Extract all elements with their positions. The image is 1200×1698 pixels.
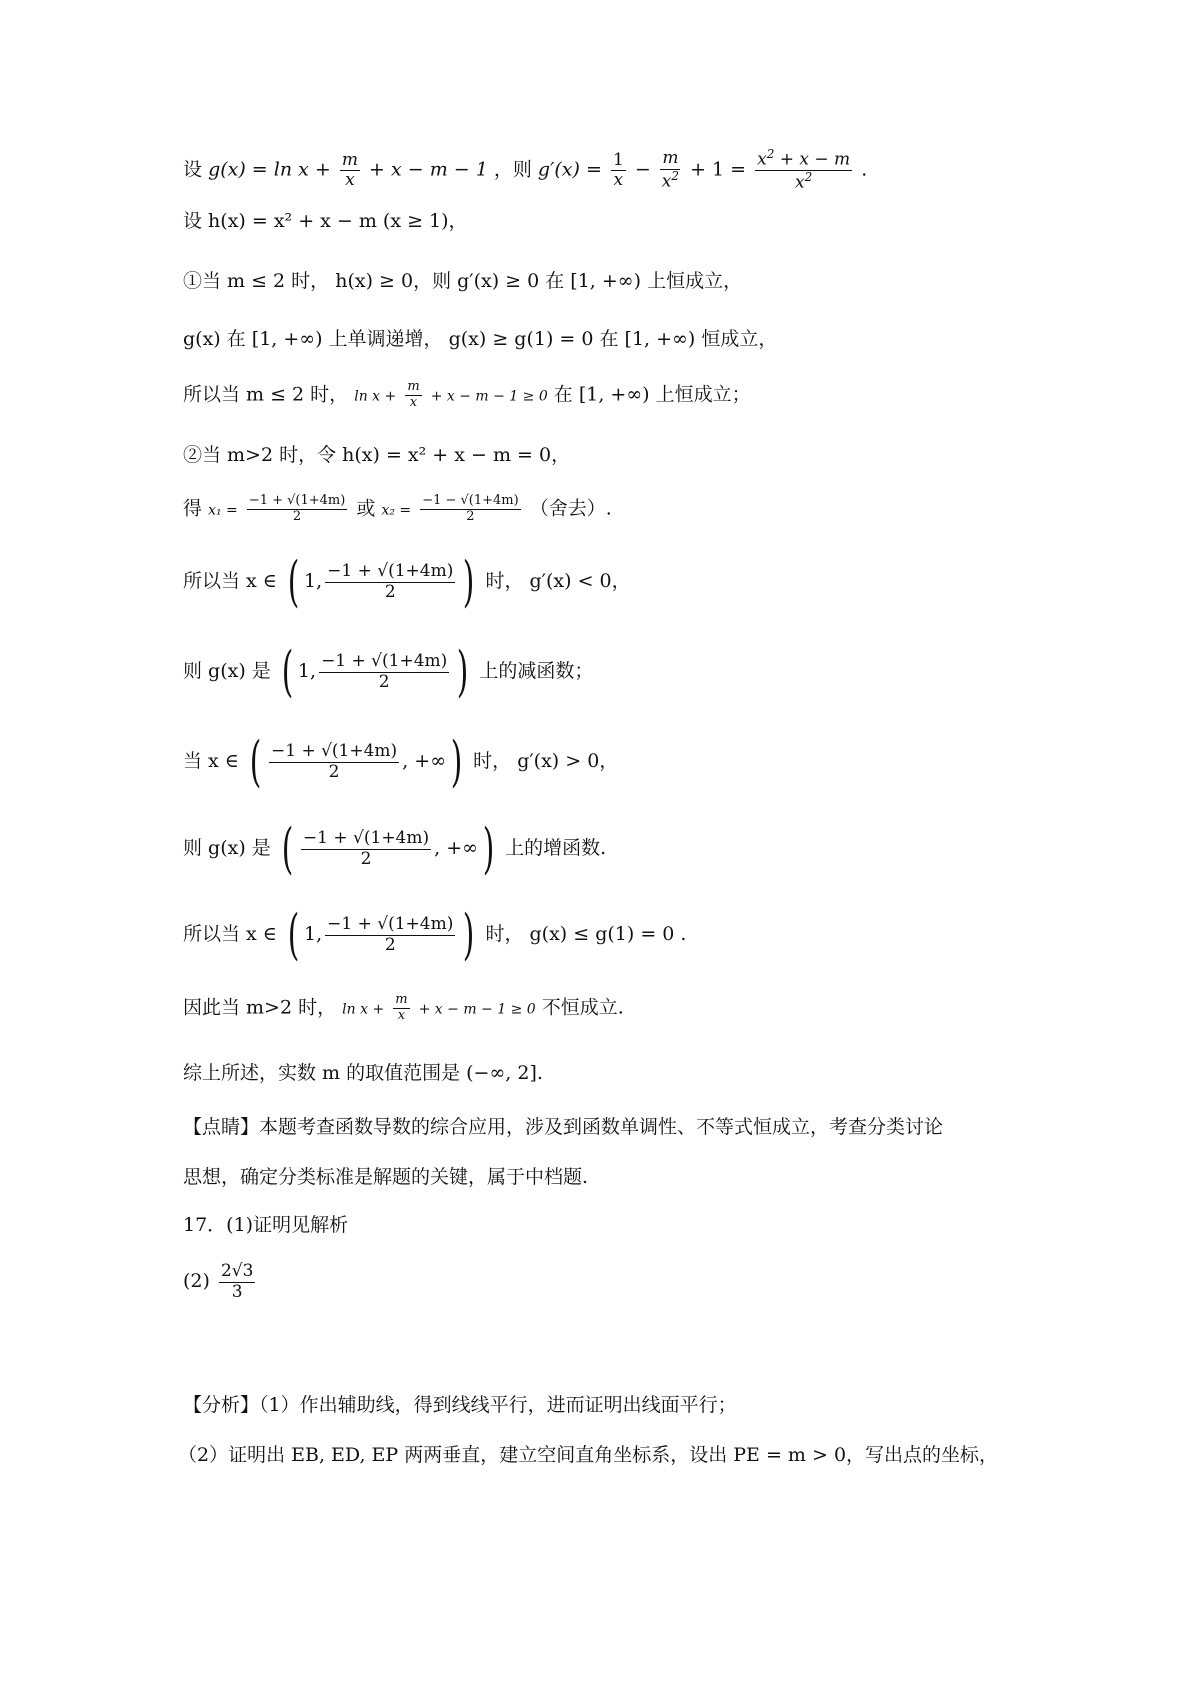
- right-paren: ): [482, 817, 495, 880]
- line-roots: [183, 494, 612, 525]
- text-suffix: 时， g′(x) > 0，: [473, 750, 619, 772]
- line-analysis-2: （2）证明出 EB, ED, EP 两两垂直，建立空间直角坐标系，设出 PE = m > 0，写出点的坐标，: [178, 1444, 999, 1466]
- then-text: ，则: [493, 158, 532, 181]
- g-prime-lhs: g′(x) =: [537, 158, 602, 181]
- interval-left: 1,: [297, 660, 317, 682]
- fraction-m-over-x2: $\frac{m}{x^2}$: [661, 148, 680, 192]
- line-conclusion-case-1: [183, 380, 751, 411]
- fraction-1-over-x: $\frac{1}{x}$: [612, 149, 624, 191]
- text-prefix: 设: [183, 158, 203, 181]
- fraction-m-over-x-small: $\frac{m}{x}$: [407, 379, 420, 410]
- interval-right: , +∞: [402, 750, 447, 772]
- line-monotonic-increase: g(x) 在 [1, +∞) 上单调递增， g(x) ≥ g(1) = 0 在 [1, +∞) 恒成立，: [183, 328, 778, 350]
- text-prefix: 则 g(x) 是: [183, 660, 271, 682]
- part-label: (2): [183, 1270, 210, 1293]
- line-case-2: ②当 m>2 时，令 h(x) = x² + x − m = 0，: [183, 444, 571, 466]
- left-paren: (: [287, 903, 300, 966]
- text-suffix: 上的减函数；: [479, 660, 594, 682]
- text-suffix: 在 [1, +∞) 上恒成立；: [553, 383, 751, 406]
- text-prefix: 则 g(x) 是: [183, 837, 271, 859]
- comment-text: 本题考查函数导数的综合应用，涉及到函数单调性、不等式恒成立，考查分类讨论: [259, 1116, 944, 1138]
- analysis-text: （1）作出辅助线，得到线线平行，进而证明出线面平行；: [259, 1394, 737, 1416]
- root-fraction: $\frac{-1 + √(1+4m)}{2}$: [327, 560, 454, 602]
- fraction-m-over-x-small: $\frac{m}{x}$: [395, 992, 408, 1023]
- line-g-nonpositive: [183, 903, 687, 966]
- line-q17-part1: 17．(1)证明见解析: [183, 1214, 349, 1236]
- g-definition-formula: g(x) = ln x +: [208, 158, 331, 181]
- line-analysis-1: [183, 1396, 737, 1415]
- left-paren: (: [281, 640, 294, 703]
- text-suffix: 时， g′(x) < 0，: [485, 570, 631, 592]
- fraction-numerator-over-x2: $\frac{x^2 + x - m}{x^2}$: [757, 147, 851, 193]
- interval-left: 1,: [303, 570, 323, 592]
- interval-left: 1,: [303, 923, 323, 945]
- or-text: 或: [356, 497, 376, 520]
- line-decreasing-interval: [183, 550, 631, 613]
- line-comment-2: 思想，确定分类标准是解题的关键，属于中档题.: [183, 1166, 589, 1188]
- interval-right: , +∞: [434, 837, 478, 859]
- line-increasing-function: [183, 817, 607, 880]
- formula-tail: + x − m − 1: [369, 158, 488, 181]
- text-suffix: 时， g(x) ≤ g(1) = 0 .: [485, 923, 687, 945]
- text-prefix: 所以当 x ∈: [183, 923, 277, 945]
- fraction-m-over-x: $\frac{m}{x}$: [341, 149, 358, 191]
- line-conclusion-case-2: [183, 993, 624, 1024]
- analysis-tag: 【分析】: [183, 1394, 260, 1416]
- text-suffix: 上的增函数.: [505, 837, 607, 859]
- line-final-range: 综上所述，实数 m 的取值范围是 (−∞, 2].: [183, 1062, 543, 1084]
- root-fraction: $\frac{-1 + √(1+4m)}{2}$: [302, 827, 430, 869]
- line-increasing-interval: [183, 730, 619, 793]
- comment-tag: 【点睛】: [183, 1116, 260, 1138]
- right-paren: ): [450, 730, 463, 793]
- root-x1-fraction: $\frac{-1 + √(1+4m)}{2}$: [248, 493, 346, 524]
- x1-label: x₁ =: [208, 502, 238, 519]
- line-h-definition: 设 h(x) = x² + x − m (x ≥ 1)，: [183, 210, 468, 232]
- root-fraction: $\frac{-1 + √(1+4m)}{2}$: [327, 913, 454, 955]
- inequality-small: ln x +: [354, 388, 397, 405]
- text-suffix: （舍去）.: [529, 497, 612, 520]
- text-prefix: 所以当 x ∈: [183, 570, 277, 592]
- line-g-definition: 设 g(x) = ln x + $\frac{m}{x}$ + x − m − 1 ，则 g′(x) = $\frac{1}{x}$ − $\frac{m}{x^2}$ + 1 = $\frac{x^2 + x - m}{x^2}$ .: [183, 147, 868, 193]
- line-decreasing-function: [183, 640, 594, 703]
- right-paren: ): [457, 640, 469, 703]
- inequality-tail-small: + x − m − 1 ≥ 0: [430, 388, 548, 405]
- inequality-tail-small: + x − m − 1 ≥ 0: [418, 1001, 536, 1018]
- line-q17-part2: [183, 1262, 258, 1302]
- inequality-small: ln x +: [342, 1001, 385, 1018]
- text-prefix: 因此当 m>2 时，: [183, 996, 337, 1019]
- text-suffix: 不恒成立.: [541, 996, 624, 1019]
- left-paren: (: [249, 730, 262, 793]
- left-paren: (: [281, 817, 294, 880]
- root-fraction: $\frac{-1 + √(1+4m)}{2}$: [321, 650, 448, 692]
- right-paren: ): [463, 903, 475, 966]
- text-prefix: 所以当 m ≤ 2 时，: [183, 383, 349, 406]
- left-paren: (: [287, 550, 300, 613]
- x2-label: x₂ =: [381, 502, 412, 519]
- answer-fraction: $\frac{2√3}{3}$: [220, 1261, 254, 1302]
- right-paren: ): [463, 550, 475, 613]
- root-x2-fraction: $\frac{-1 - √(1+4m)}{2}$: [422, 493, 519, 524]
- line-comment-1: [183, 1118, 943, 1137]
- period: .: [861, 158, 868, 181]
- text-prefix: 当 x ∈: [183, 750, 239, 772]
- line-case-1: ①当 m ≤ 2 时， h(x) ≥ 0，则 g′(x) ≥ 0 在 [1, +∞) 上恒成立，: [183, 270, 743, 292]
- root-fraction: $\frac{-1 + √(1+4m)}{2}$: [270, 740, 398, 782]
- text-prefix: 得: [183, 497, 203, 520]
